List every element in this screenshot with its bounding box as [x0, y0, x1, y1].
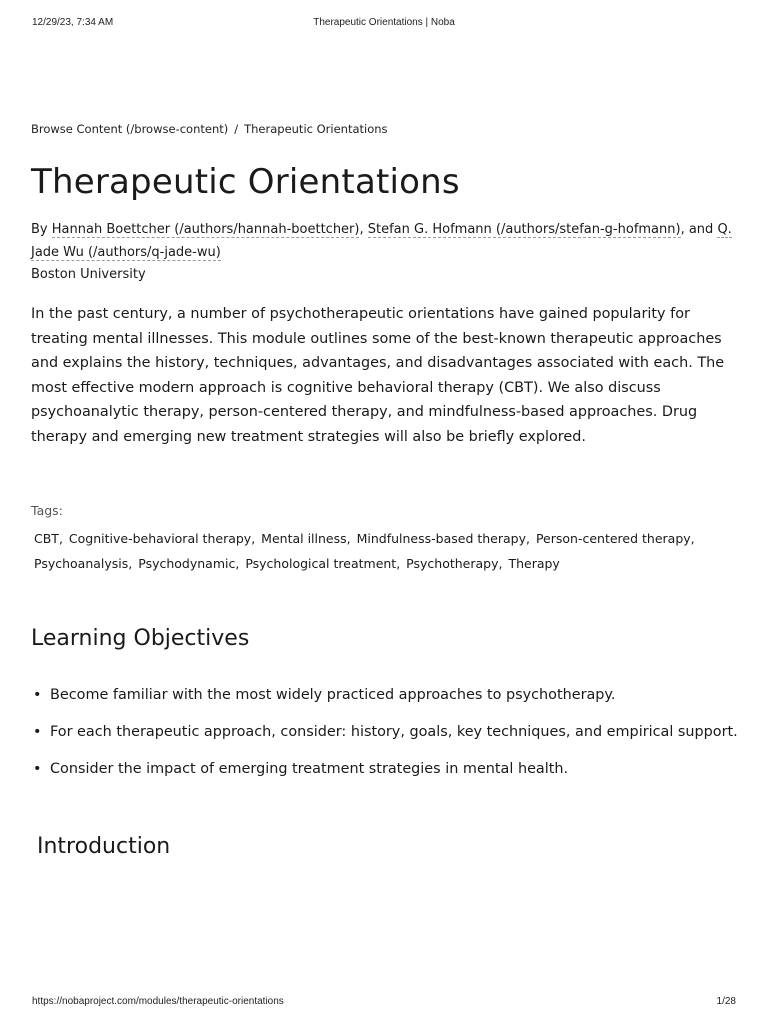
author-link-stefan-g-hofmann[interactable]: Stefan G. Hofmann (/authors/stefan-g-hofmann): [367, 222, 681, 237]
tag-list: [34, 526, 734, 576]
page-title: Therapeutic Orientations: [31, 162, 460, 202]
bullet-icon: •: [33, 761, 42, 777]
bullet-icon: •: [33, 687, 42, 703]
bullet-icon: •: [33, 724, 42, 740]
list-item: [31, 720, 746, 744]
breadcrumb-separator: /: [234, 122, 239, 136]
objective-text: Become familiar with the most widely practiced approaches to psychotherapy.: [50, 687, 616, 703]
breadcrumb-parent-link[interactable]: Browse Content (/browse-content): [31, 122, 229, 136]
breadcrumb: [31, 122, 388, 136]
tag-link[interactable]: Psychodynamic,: [138, 556, 240, 571]
byline-prefix: By: [31, 222, 48, 237]
tag-link[interactable]: CBT,: [34, 531, 63, 546]
print-datetime: 12/29/23, 7:34 AM: [32, 17, 114, 28]
byline-separator: , and: [680, 222, 718, 237]
learning-objectives-heading: Learning Objectives: [31, 626, 250, 651]
learning-objectives-list: [31, 683, 746, 794]
objective-text: Consider the impact of emerging treatment strategies in mental health.: [50, 761, 569, 777]
objective-text: For each therapeutic approach, consider: history, goals, key techniques, and empirical support.: [50, 724, 738, 740]
byline: [31, 218, 736, 264]
tag-link[interactable]: Psychoanalysis,: [34, 556, 133, 571]
tag-link[interactable]: Therapy: [508, 556, 560, 571]
author-link-hannah-boettcher[interactable]: Hannah Boettcher (/authors/hannah-boettcher): [51, 222, 360, 237]
list-item: [31, 683, 746, 707]
tag-link[interactable]: Psychological treatment,: [245, 556, 401, 571]
abstract: In the past century, a number of psychotherapeutic orientations have gained popularity for treating mental illnesses. This module outlines some of the best-known therapeutic approaches and explains the history, techniques, advantages, and disadvantages associated with each. The most effective modern approach is cognitive behavioral therapy (CBT). We also discuss psychoanalytic therapy, person-centered therapy, and mindfulness-based approaches. Drug therapy and emerging new treatment strategies will also be briefly explored.: [31, 306, 725, 445]
print-page-number: 1/28: [716, 996, 736, 1007]
tag-link[interactable]: Mindfulness-based therapy,: [356, 531, 530, 546]
tag-link[interactable]: Psychotherapy,: [406, 556, 503, 571]
author-affiliation: Boston University: [31, 267, 146, 282]
tag-link[interactable]: Mental illness,: [261, 531, 351, 546]
breadcrumb-current: Therapeutic Orientations: [244, 122, 388, 136]
byline-separator: ,: [359, 222, 368, 237]
list-item: [31, 757, 746, 781]
print-page-title: Therapeutic Orientations | Noba: [313, 17, 455, 28]
tag-link[interactable]: Cognitive-behavioral therapy,: [68, 531, 256, 546]
tag-link[interactable]: Person-centered therapy,: [535, 531, 695, 546]
print-url: https://nobaproject.com/modules/therapeutic-orientations: [32, 996, 284, 1007]
tags-label: Tags:: [31, 503, 63, 518]
introduction-heading: Introduction: [37, 834, 171, 859]
author-link-q-jade-wu[interactable]: Q. Jade Wu (/authors/q-jade-wu): [31, 222, 732, 260]
